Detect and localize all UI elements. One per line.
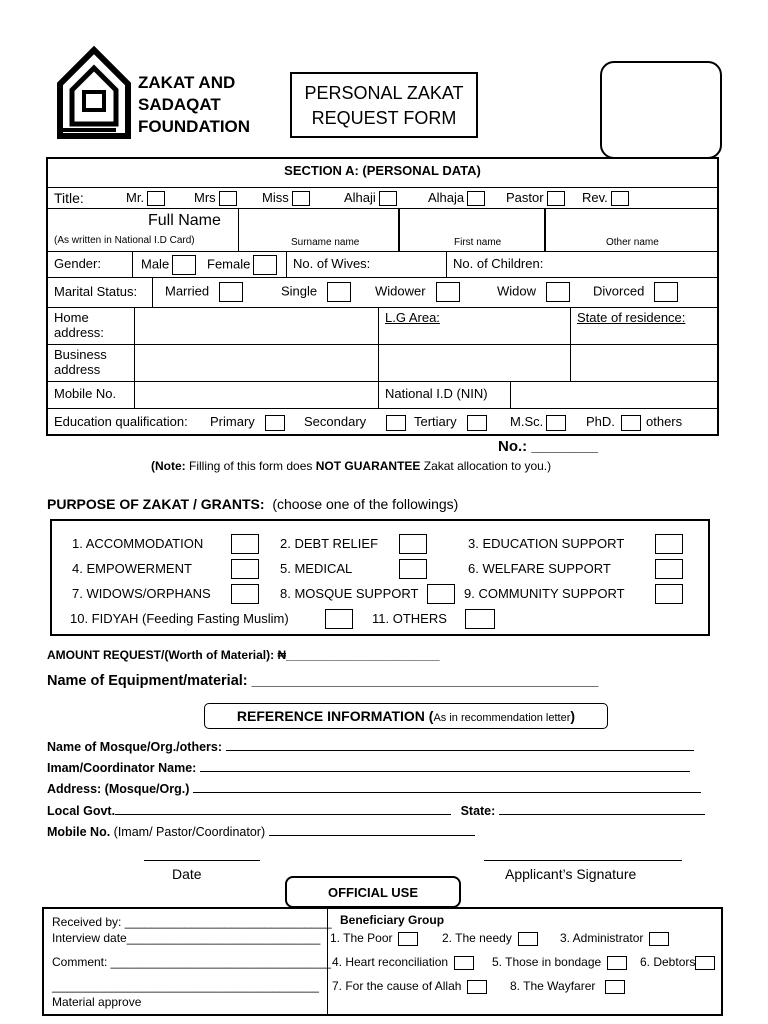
comment-field[interactable]: Comment: _________________________________ [52,955,331,969]
marital-option-divorced[interactable]: Divorced [593,282,678,302]
purpose-welfare-support-checkbox[interactable] [655,559,683,579]
marital-status-row [48,277,717,308]
reference-heading-box [204,703,608,729]
marital-option-married[interactable]: Married [165,282,243,302]
title-option-mrs[interactable]: Mrs [194,190,237,206]
purpose-accommodation[interactable]: 1. ACCOMMODATION [72,536,204,551]
passport-photo-box[interactable] [600,61,722,159]
edu-option-msc[interactable]: M.Sc. [510,414,566,431]
purpose-debt-relief[interactable]: 2. DEBT RELIEF [280,536,379,551]
local-govt-field[interactable]: Local Govt. State: [47,802,719,818]
title-row [48,187,717,209]
group-heart-reconciliation[interactable]: 4. Heart reconciliation [332,955,474,970]
amount-request-field[interactable]: AMOUNT REQUEST/(Worth of Material): ₦_______________________ [47,648,440,662]
surname-field[interactable]: Surname name [238,209,239,252]
beneficiary-group-label: Beneficiary Group [340,913,445,927]
other-name-field[interactable]: Other name [544,209,546,252]
business-address-row [48,344,717,382]
purpose-mosque-support[interactable]: 8. MOSQUE SUPPORT [280,586,419,601]
education-label: Education qualification: [54,414,188,429]
foundation-logo-icon [56,44,132,140]
title-label: Title: [54,190,84,206]
no-of-children-field[interactable]: No. of Children: [446,252,447,278]
purpose-empowerment-checkbox[interactable] [231,559,259,579]
purpose-heading: PURPOSE OF ZAKAT / GRANTS: (choose one of the followings) [47,496,459,512]
title-option-mr[interactable]: Mr. [126,190,165,206]
title-option-rev[interactable]: Rev. [582,190,629,206]
group-those-in-bondage[interactable]: 5. Those in bondage [492,955,627,970]
form-title: PERSONAL ZAKAT REQUEST FORM [290,72,478,138]
gender-option-female[interactable]: Female [207,255,277,275]
mobile-row [48,381,717,409]
first-name-field[interactable]: First name [398,209,400,252]
business-extra-field[interactable] [378,345,379,382]
date-label: Date [172,866,202,882]
group-the-poor[interactable]: 1. The Poor [330,931,418,946]
full-name-note: (As written in National I.D Card) [54,235,195,246]
equipment-name-field[interactable]: Name of Equipment/material: ___________________________________________ [47,673,599,689]
mosque-name-field[interactable]: Name of Mosque/Org./others: [47,738,719,754]
edu-option-tertiary[interactable]: Tertiary [414,414,487,431]
title-option-alhaji[interactable]: Alhaji [344,190,397,206]
purpose-education-support-checkbox[interactable] [655,534,683,554]
title-option-alhaja[interactable]: Alhaja [428,190,485,206]
gender-row [48,251,717,278]
home-address-field[interactable] [134,308,135,345]
official-use-heading: OFFICIAL USE [327,885,419,900]
signature-line[interactable] [484,860,682,861]
education-row [48,408,717,437]
mosque-address-field[interactable]: Address: (Mosque/Org.) [47,780,719,796]
purpose-accommodation-checkbox[interactable] [231,534,259,554]
full-name-row [48,208,717,252]
purpose-widows-orphans[interactable]: 7. WIDOWS/ORPHANS [72,586,211,601]
nin-label-cell: National I.D (NIN) [378,382,379,409]
purpose-empowerment[interactable]: 4. EMPOWERMENT [72,561,192,576]
marital-status-label: Marital Status: [54,284,138,299]
purpose-mosque-support-checkbox[interactable] [427,584,455,604]
home-address-label: Home address: [54,310,104,340]
title-option-pastor[interactable]: Pastor [506,190,565,206]
purpose-welfare-support[interactable]: 6. WELFARE SUPPORT [468,561,611,576]
disclaimer-note: (Note: Filling of this form does NOT GUARANTEE Zakat allocation to you.) [151,459,552,473]
section-a-heading: SECTION A: (PERSONAL DATA) [284,163,481,178]
purpose-fidyah[interactable]: 10. FIDYAH (Feeding Fasting Muslim) [70,611,289,626]
form-number: No.: ________ [498,438,599,455]
nin-field[interactable] [510,382,511,409]
purpose-education-support[interactable]: 3. EDUCATION SUPPORT [468,536,625,551]
business-extra-field-2[interactable] [570,345,571,382]
home-address-row [48,307,717,345]
group-debtors[interactable]: 6. Debtors [640,955,715,970]
lga-field[interactable]: L.G Area: [378,308,379,345]
purpose-community-support[interactable]: 9. COMMUNITY SUPPORT [464,586,625,601]
marital-option-widow[interactable]: Widow [497,282,570,302]
group-the-wayfarer[interactable]: 8. The Wayfarer [510,979,625,994]
business-address-label: Business address [54,347,107,377]
full-name-label: Full Name [148,212,221,229]
official-use-table [42,907,723,1016]
applicant-signature-label: Applicant’s Signature [505,866,637,882]
mobile-field[interactable] [134,382,135,409]
edu-option-others[interactable]: others [646,414,683,429]
gender-label: Gender: [54,256,101,271]
purpose-medical-checkbox[interactable] [399,559,427,579]
purpose-debt-relief-checkbox[interactable] [399,534,427,554]
material-approve-label: Material approve [52,995,142,1009]
purpose-widows-orphans-checkbox[interactable] [231,584,259,604]
mobile-label: Mobile No. [54,386,117,401]
interview-date-field[interactable]: Interview date_____________________________ [52,931,321,945]
edu-option-phd[interactable]: PhD. [586,414,641,431]
received-by-field[interactable]: Received by: _______________________________ [52,915,332,929]
group-the-needy[interactable]: 2. The needy [442,931,538,946]
section-a-table [46,157,719,436]
purpose-box [50,519,710,636]
group-administrator[interactable]: 3. Administrator [560,931,669,946]
marital-option-single[interactable]: Single [281,282,351,302]
edu-option-secondary[interactable]: Secondary [304,414,406,431]
title-option-miss[interactable]: Miss [262,190,310,206]
purpose-others[interactable]: 11. OTHERS [372,611,447,626]
imam-name-field[interactable]: Imam/Coordinator Name: [47,759,719,775]
purpose-fidyah-checkbox[interactable] [325,609,353,629]
purpose-medical[interactable]: 5. MEDICAL [280,561,353,576]
purpose-community-support-checkbox[interactable] [655,584,683,604]
comment-extra-line[interactable]: ________________________________________ [52,979,319,993]
gender-option-male[interactable]: Male [141,255,196,275]
marital-option-widower[interactable]: Widower [375,282,460,302]
purpose-others-checkbox[interactable] [465,609,495,629]
official-use-heading-box [285,876,461,908]
business-address-field[interactable] [134,345,135,382]
coordinator-mobile-field[interactable]: Mobile No. (Imam/ Pastor/Coordinator) [47,823,719,839]
group-cause-of-allah[interactable]: 7. For the cause of Allah [332,979,487,994]
organization-name: ZAKAT AND SADAQAT FOUNDATION [138,73,251,136]
no-of-wives-field[interactable]: No. of Wives: [286,252,287,278]
reference-heading: REFERENCE INFORMATION (As in recommendation letter) [236,708,576,724]
date-line[interactable] [144,860,260,861]
state-of-residence-field[interactable]: State of residence: [570,308,571,345]
edu-option-primary[interactable]: Primary [210,414,285,431]
